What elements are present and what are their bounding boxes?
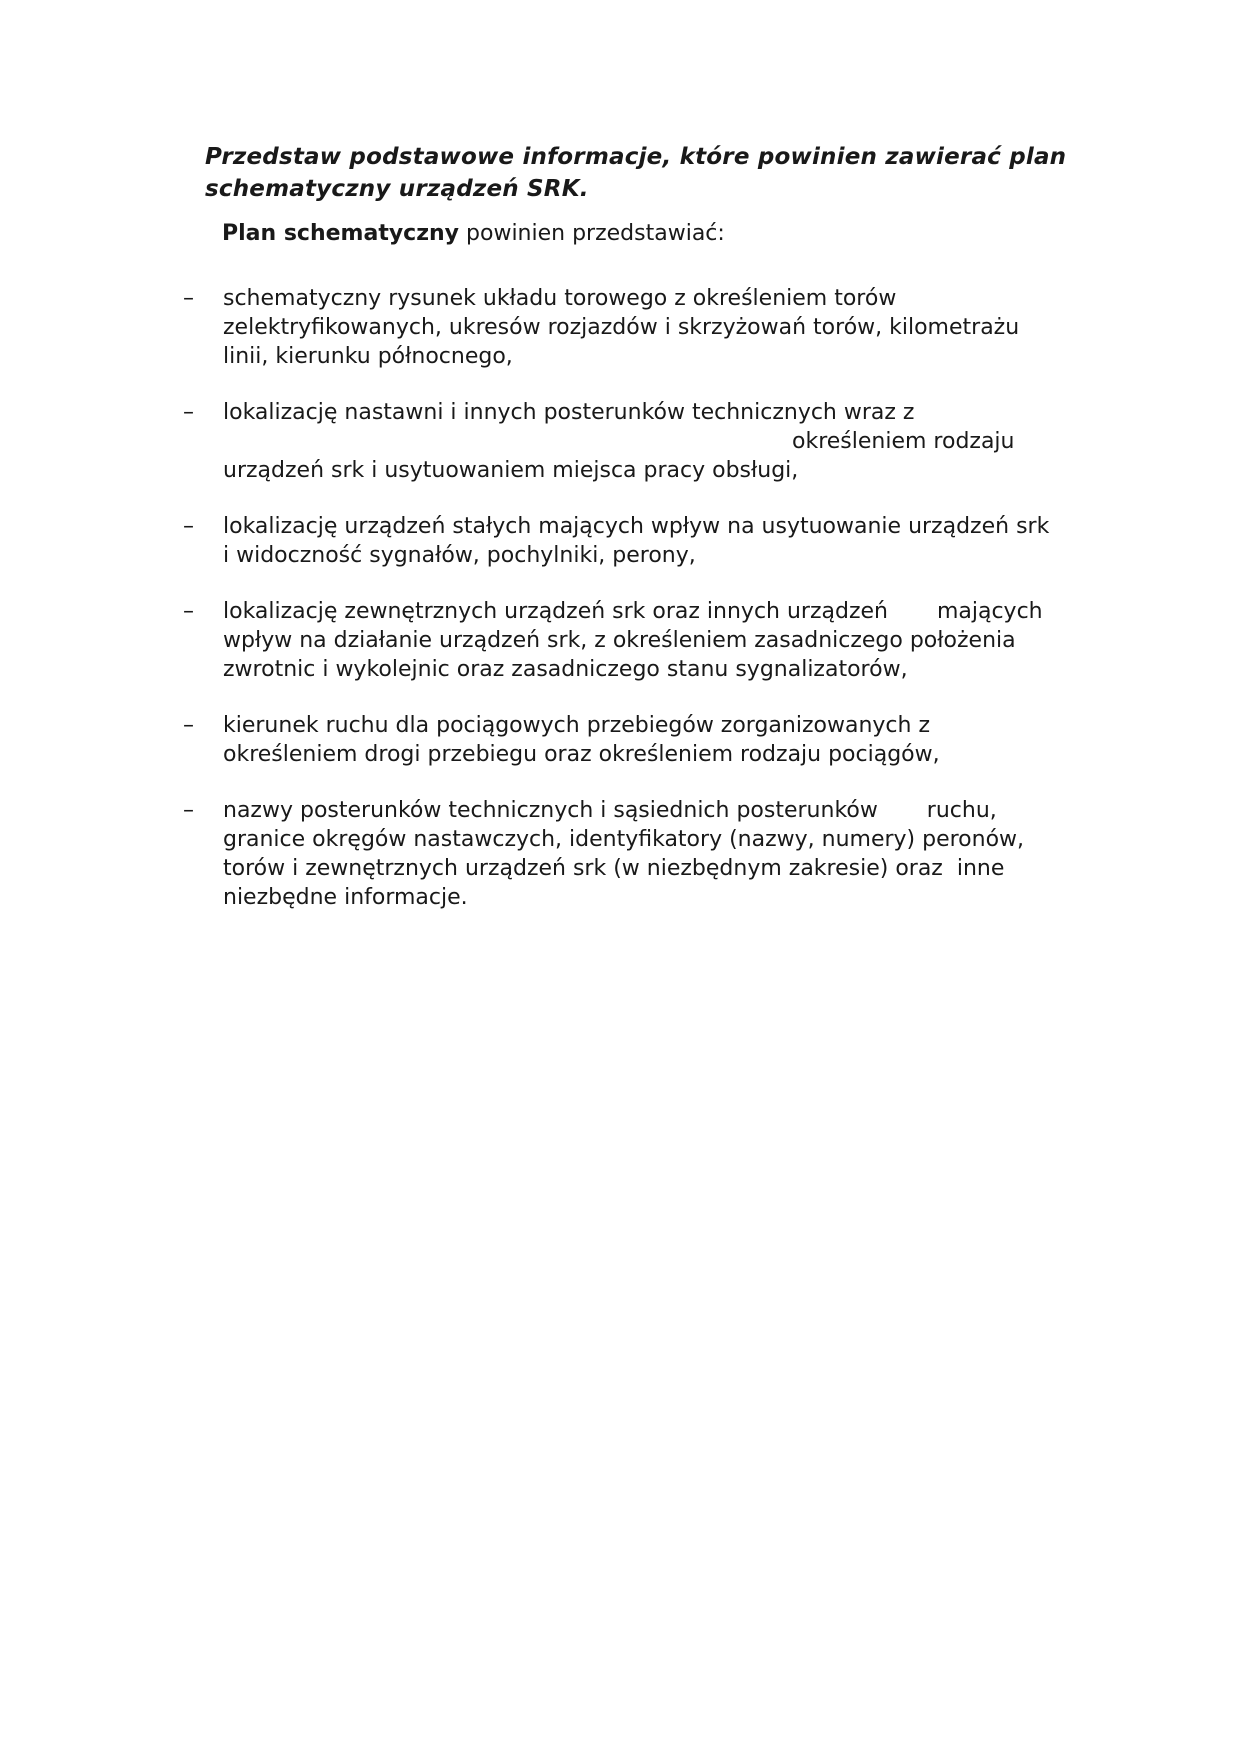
text-line: lokalizację zewnętrznych urządzeń srk oraz innych urządzeń mających <box>223 599 1043 624</box>
page-title <box>205 141 1150 205</box>
page-title-line: Przedstaw podstawowe informacje, które powinien zawierać plan <box>205 144 1067 170</box>
bullet-text <box>223 398 1240 485</box>
bullet-dash-marker: – <box>183 514 194 539</box>
bullet-dash-marker: – <box>183 713 194 738</box>
list-item <box>0 796 1240 912</box>
text-line: określeniem drogi przebiegu oraz określeniem rodzaju pociągów, <box>223 742 940 767</box>
bullet-dash-marker: – <box>183 286 194 311</box>
text-line: linii, kierunku północnego, <box>223 344 513 369</box>
list-item <box>0 284 1240 371</box>
intro-paragraph <box>222 219 1150 248</box>
text-line: wpływ na działanie urządzeń srk, z określeniem zasadniczego położenia <box>223 628 1016 653</box>
list-item <box>0 597 1240 684</box>
text-line: lokalizację nastawni i innych posterunków technicznych wraz z <box>223 400 915 425</box>
bullet-list <box>0 284 1240 912</box>
text-line: torów i zewnętrznych urządzeń srk (w niezbędnym zakresie) oraz inne <box>223 856 1005 881</box>
bullet-dash-marker: – <box>183 798 194 823</box>
bullet-text <box>223 711 1240 769</box>
text-line: schematyczny rysunek układu torowego z określeniem torów <box>223 286 897 311</box>
bullet-dash-marker: – <box>183 599 194 624</box>
text-line: zwrotnic i wykolejnic oraz zasadniczego stanu sygnalizatorów, <box>223 657 908 682</box>
list-item <box>0 711 1240 769</box>
bullet-text <box>223 796 1240 912</box>
text-line: granice okręgów nastawczych, identyfikatory (nazwy, numery) peronów, <box>223 827 1025 852</box>
text-line: kierunek ruchu dla pociągowych przebiegów zorganizowanych z <box>223 713 930 738</box>
text-line: urządzeń srk i usytuowaniem miejsca pracy obsługi, <box>223 458 799 483</box>
intro-lead-bold: Plan schematyczny <box>222 221 460 246</box>
text-line: nazwy posterunków technicznych i sąsiednich posterunków ruchu, <box>223 798 997 823</box>
list-item <box>0 398 1240 485</box>
text-line: i widoczność sygnałów, pochylniki, perony, <box>223 543 696 568</box>
page-title-line: schematyczny urządzeń SRK. <box>205 176 589 202</box>
bullet-text <box>223 512 1240 570</box>
bullet-text <box>223 597 1240 684</box>
text-line: niezbędne informacje. <box>223 885 468 910</box>
text-line: zelektryfikowanych, ukresów rozjazdów i skrzyżowań torów, kilometrażu <box>223 315 1020 340</box>
text-line: lokalizację urządzeń stałych mających wpływ na usytuowanie urządzeń srk <box>223 514 1050 539</box>
intro-rest: powinien przedstawiać: <box>459 221 725 246</box>
bullet-text <box>223 284 1240 371</box>
bullet-dash-marker: – <box>183 400 194 425</box>
list-item <box>0 512 1240 570</box>
text-line: określeniem rodzaju <box>792 429 1015 454</box>
